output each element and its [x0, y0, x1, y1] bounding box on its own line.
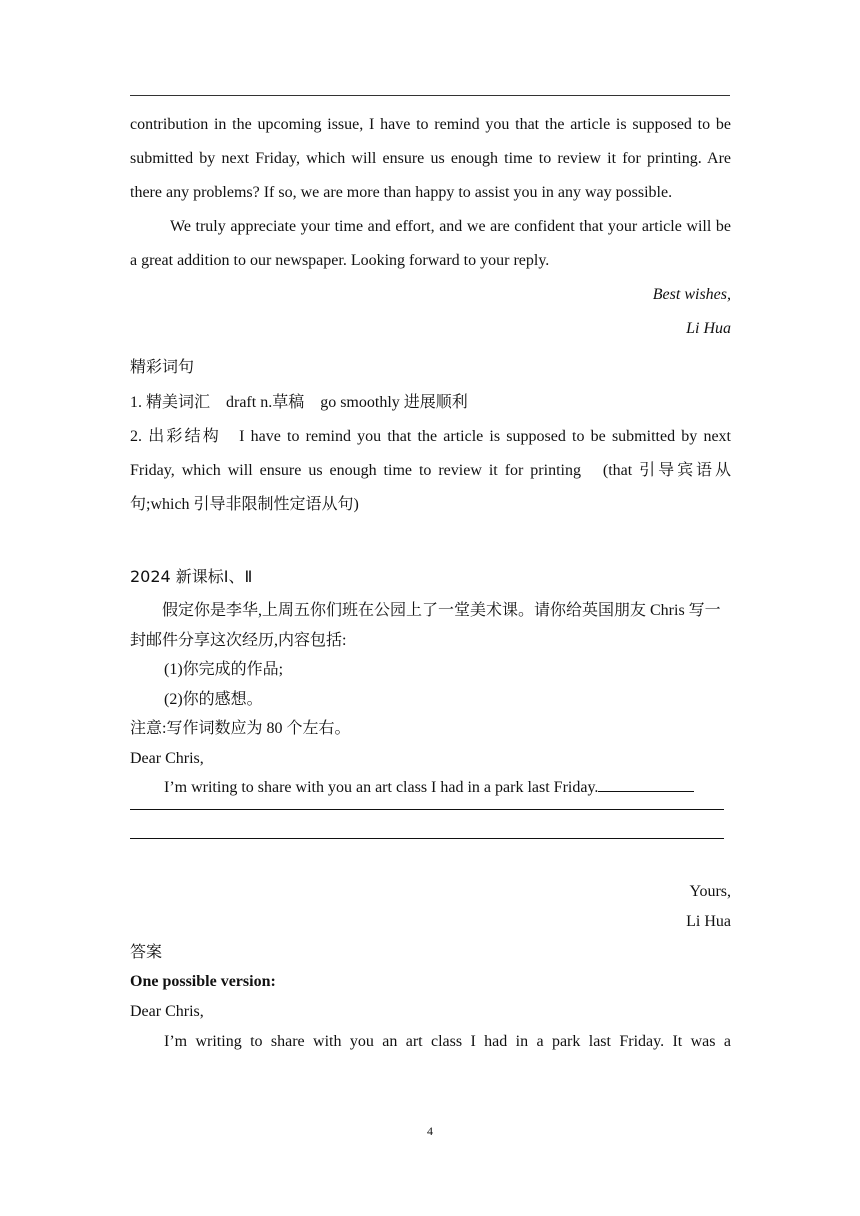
answer-salutation: Dear Chris,: [130, 1002, 204, 1020]
letter-signature: Li Hua: [686, 320, 731, 337]
task-heading: 2024 新课标Ⅰ、Ⅱ: [130, 567, 253, 586]
task-opening-line: [130, 773, 731, 803]
answer-blank-line-2: [130, 838, 724, 839]
task-note: 注意:写作词数应为 80 个左右。: [130, 720, 351, 737]
highlights-item-1: 1. 精美词汇 draft n.草稿 go smoothly 进展顺利: [130, 394, 468, 411]
answer-blank-inline: [598, 791, 694, 792]
header-rule: [130, 95, 730, 96]
answer-blank-line-1: [130, 809, 724, 810]
answer-first-line: I’m writing to share with you an art class I had in a park last Friday. It was a: [164, 1032, 731, 1050]
task-closing: Yours,: [689, 882, 731, 900]
letter-paragraph-2: We truly appreciate your time and effort, and we are confident that your article will be a great addition to our newspaper. Looking forward to your reply.: [130, 218, 731, 269]
task-opening-text: I’m writing to share with you an art class I had in a park last Friday.: [164, 779, 599, 796]
page-number: 4: [427, 1124, 433, 1138]
highlights-item-2: 2. 出彩结构 I have to remind you that the article is supposed to be submitted by next Friday, which will ensure us enough time to review it for printing (that 引导宾语从句;which 引导非限制性定语从句): [130, 428, 731, 513]
highlights-heading: 精彩词句: [130, 357, 195, 376]
task-point-1: (1)你完成的作品;: [164, 661, 284, 678]
letter-paragraph-1: contribution in the upcoming issue, I have to remind you that the article is supposed to be submitted by next Friday, which will ensure us enough time to review it for printing. Are there any problems? If so, we are more than happy to assist you in any way possible.: [130, 116, 731, 201]
task-salutation: Dear Chris,: [130, 749, 204, 767]
page-content: [130, 108, 731, 1057]
answer-version-label: One possible version:: [130, 972, 276, 990]
answer-label: 答案: [130, 941, 163, 961]
task-signature: Li Hua: [686, 912, 731, 930]
task-prompt: 假定你是李华,上周五你们班在公园上了一堂美术课。请你给英国朋友 Chris 写一封邮件分享这次经历,内容包括:: [130, 602, 721, 649]
task-point-2: (2)你的感想。: [164, 690, 263, 708]
letter-closing: Best wishes,: [652, 286, 731, 303]
